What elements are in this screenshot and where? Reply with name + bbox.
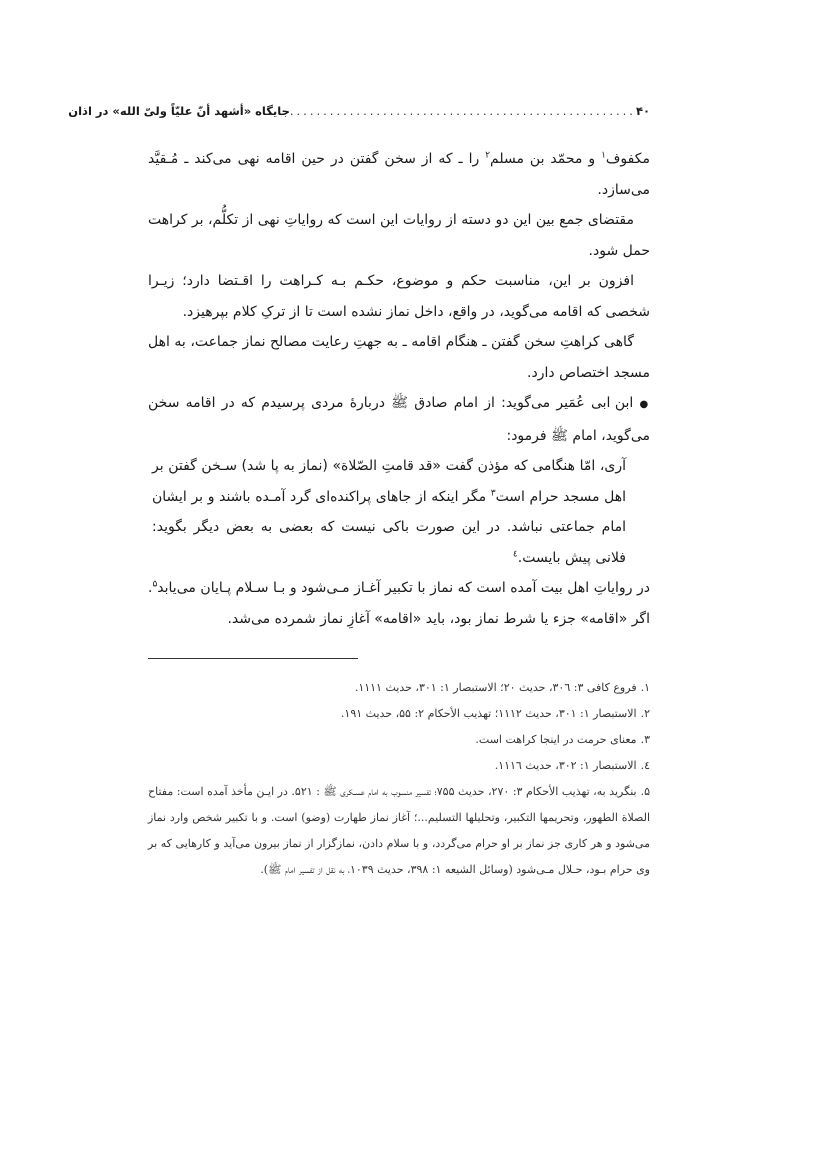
paragraph-5: ● ابن ابی عُمَیر می‌گوید: از امام صادق ﷺ دربارهٔ مردی پرسیدم که در اقامه سخن می‌گوید، امام ﷺ فرمود: [148, 395, 650, 444]
bullet-icon: ● [639, 399, 650, 410]
paragraph-6: در روایاتِ اهل بیت آمده است که نماز با تکبیر آغـاز مـی‌شود و بـا سـلام پـایان می‌یابد$^۵$. اگر «اقامه» جزء یا شرط نماز بود، باید «اقامه» آغازِ نماز شمرده می‌شد. [148, 579, 650, 627]
header-dot-leader: .................................................... [289, 104, 636, 118]
paragraph-2: مقتضای جمع بین این دو دسته از روایات این است که روایاتِ نهی از تکلُّم، بر کراهت حمل شود. [148, 212, 650, 259]
page-number: ۴۰ [635, 104, 650, 118]
paragraph-3: افزون بر این، مناسبت حکم و موضوع، حکـم بـه کـراهت را اقـتضا دارد؛ زیـرا شخصی که اقامه می‌گوید، در واقع، داخل نماز نشده است تا از ترکِ کلام بپرهیزد. [148, 273, 650, 320]
footnote-ref-2[interactable]: ۲ [485, 150, 491, 161]
paragraph-1: مکفوف$^۱$ و محمّد بن مسلم$^۲$ را ـ که از سخن گفتن در حین اقامه نهی می‌کند ـ مُـقیَّد می‌سازد. [148, 150, 650, 198]
footnote-ref-3[interactable]: ۳ [490, 487, 496, 498]
chapter-title: جایگاه «أشهد أنّ علیّاً ولیّ الله» در اذان [68, 104, 290, 118]
main-text [148, 144, 650, 634]
footnote-1: ۱.فروع کافی ۳: ۳۰٦، حدیث ۲۰؛ الاستبصار ۱: ۳۰۱، حدیث ۱۱۱۱. [354, 681, 650, 694]
footnote-3: ۳.معنای حرمت در اینجا کراهت است. [475, 733, 650, 746]
footnotes [148, 675, 650, 883]
footnote-4: ٤.الاستبصار ۱: ۳۰۲، حدیث ۱۱۱٦. [494, 759, 650, 772]
footnote-2: ۲.الاستبصار ۱: ۳۰۱، حدیث ۱۱۱۲؛ تهذیب الأحکام ۲: ۵۵، حدیث ۱۹۱. [340, 707, 650, 720]
footnote-ref-4[interactable]: ٤ [512, 548, 518, 559]
running-header [68, 100, 650, 122]
footnote-ref-5[interactable]: ۵ [152, 579, 158, 590]
footnote-ref-1[interactable]: ۱ [601, 150, 606, 161]
footnote-separator [148, 658, 358, 659]
footnote-5: ۵.بنگرید به، تهذیب الأحکام ۳: ۲۷۰، حدیث ۷۵۵؛ تفسیر منسوب به امام عسـکری ﷺ : ۵۲۱. در ایـن مأخذ آمده است: مفتاح الصلاة الطهور، وتحریمها التکبیر، وتحلیلها التسلیم...؛ آغاز نماز طهارت (وضو) است. و با تکبیر شخص وارد نماز می‌شود و هر کاری جز نماز بر او حرام می‌گردد، و با سلام دادن، نمازگزار از نماز بیرون می‌آید و کارهایی که بر وی حرام بـود، حـلال مـی‌شود (وسائل الشیعه ۱: ۳۹۸، حدیث ۱۰۳۹، به نقل از تفسیر امام ﷺ). [148, 785, 651, 876]
hadith-quote: آری، امّا هنگامی که مؤذن گفت «قد قامتِ الصّلاة» (نماز به پا شد) سـخن گفتن بر اهل مسجد حرام است$^۳$ مگر اینکه از جاهای پراکنده‌ای گرد آمـده باشند و بر ایشان امام جماعتی نباشد. در این صورت باکی نیست که بعضی به بعض دیگر بگوید: فلانی پیش بایست.$^٤$ [152, 458, 627, 566]
paragraph-4: گاهی کراهتِ سخن گفتن ـ هنگام اقامه ـ به جهتِ رعایت مصالح نماز جماعت، به اهل مسجد اختصاص دارد. [148, 334, 650, 381]
book-page [68, 100, 651, 883]
